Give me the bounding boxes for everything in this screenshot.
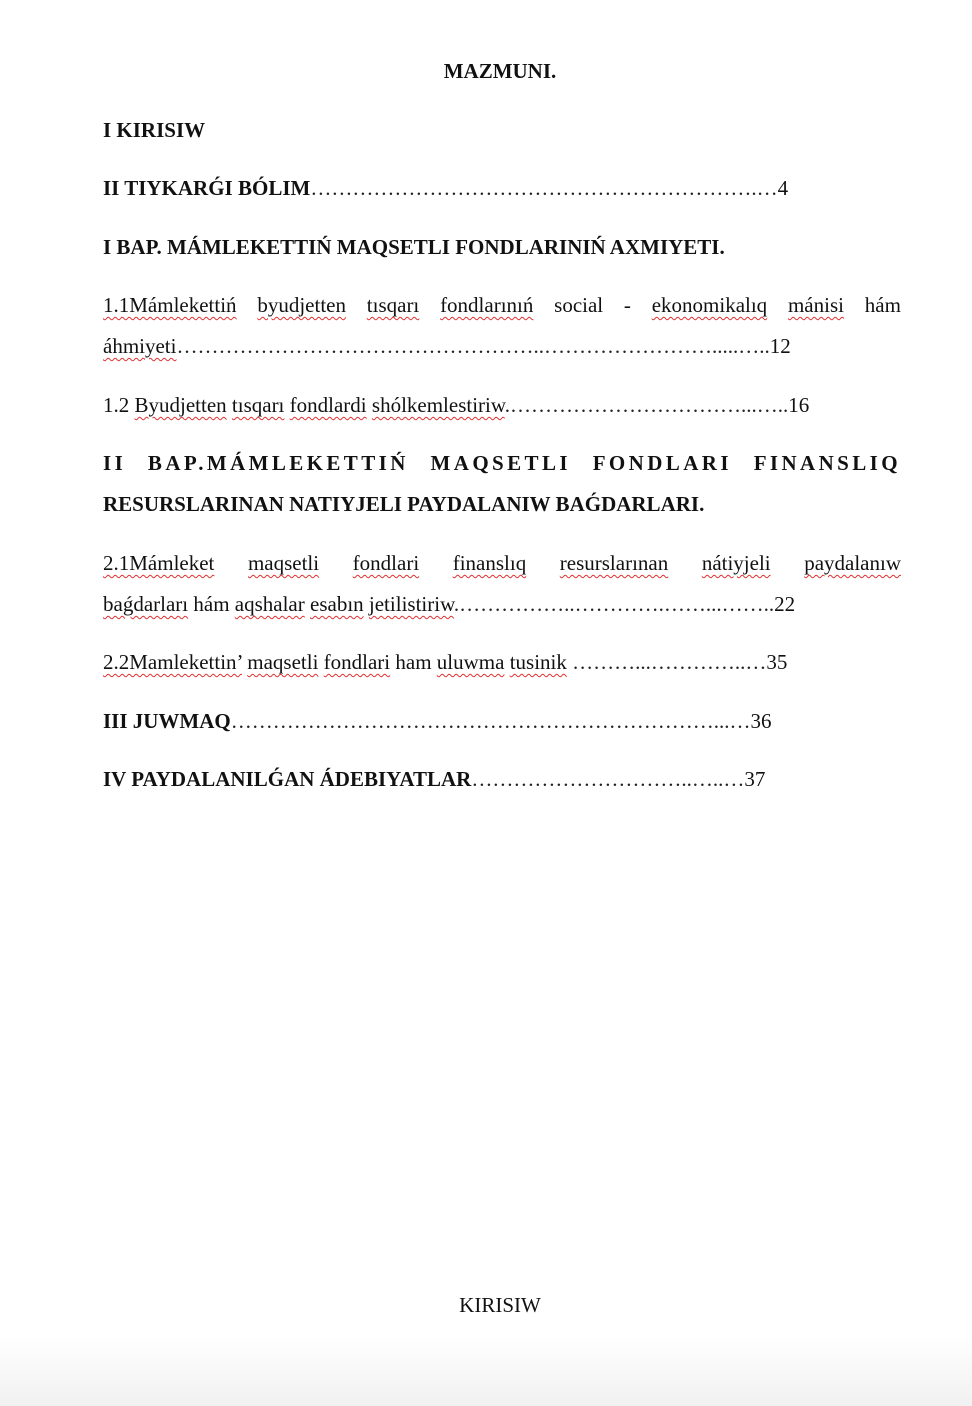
toc-leader-dots: .……………………………...….. [504, 393, 789, 417]
toc-entry-2-1-line1 [103, 543, 901, 584]
toc-word: hám [864, 293, 901, 317]
toc-page-number: 37 [744, 767, 766, 791]
toc-entry-1-1-line2 [103, 326, 901, 367]
toc-word: maqsetli [247, 650, 319, 674]
toc-word: BAP.MÁMLEKETTIŃ [147, 451, 409, 475]
toc-leader-dots: ………...…………..… [566, 650, 767, 674]
toc-word: MAQSETLI [430, 451, 571, 475]
toc-leader-dots: .……………..………….……...…….. [453, 592, 775, 616]
toc-word: FINANSLIQ [753, 451, 901, 475]
toc-word: jetilistiriw [368, 592, 454, 616]
toc-title: MAZMUNI. [443, 59, 557, 83]
next-section-heading: KIRISIW [459, 1293, 541, 1317]
toc-page-number: 4 [777, 176, 789, 200]
toc-word: áhmiyeti [103, 334, 177, 358]
toc-entry-intro: I KIRISIW [103, 118, 206, 142]
toc-word: baǵdarları [103, 592, 189, 616]
toc-word: byudjetten [257, 293, 346, 317]
toc-word: shólkemlestiriw [371, 393, 505, 417]
toc-word: ekonomikalıq [651, 293, 768, 317]
toc-page-number: 36 [750, 709, 772, 733]
toc-word: maqsetli [247, 551, 320, 575]
toc-word: tısqarı [366, 293, 420, 317]
toc-word: FONDLARI [592, 451, 732, 475]
toc-word: 2.1Mámleket [103, 551, 215, 575]
toc-entry-1-1-line1 [103, 285, 901, 326]
toc-entry-number: 1.2 [103, 393, 130, 417]
toc-word: fondlarınıń [440, 293, 534, 317]
toc-leader-dots: ……………………………………………..…………………….....….. [176, 334, 770, 358]
toc-word: social [554, 293, 604, 317]
toc-page-number: 12 [769, 334, 791, 358]
toc-page-number: 16 [788, 393, 810, 417]
toc-word: paydalanıw [804, 551, 901, 575]
toc-word: finanslıq [452, 551, 527, 575]
toc-word: 2.2Mamlekettin’ [103, 650, 242, 674]
toc-leader-dots: ……………………………………………………….… [310, 176, 778, 200]
page-bottom-shadow [0, 1336, 972, 1406]
toc-leader-dots: …………………………..…..… [471, 767, 745, 791]
toc-entry-label: IV PAYDALANILǴAN ÁDEBIYATLAR [103, 767, 472, 791]
toc-word: esabın [310, 592, 364, 616]
toc-word: mánisi [787, 293, 844, 317]
toc-word: aqshalar [234, 592, 305, 616]
toc-word: - [623, 293, 631, 317]
toc-entry-2-2 [103, 642, 901, 683]
toc-word: resurslarınan [559, 551, 669, 575]
toc-word: fondlardi [289, 393, 367, 417]
toc-entry-conclusion [103, 701, 901, 742]
toc-word: hám [193, 592, 230, 616]
toc-word: uluwma [436, 650, 505, 674]
toc-chapter-2-line2: RESURSLARINAN NATIYJELI PAYDALANIW BAǴDARLARI. [103, 492, 705, 516]
toc-chapter-1: I BAP. MÁMLEKETTIŃ MAQSETLI FONDLARINIŃ AXMIYETI. [103, 235, 725, 259]
toc-word: ham [395, 650, 432, 674]
toc-word: nátiyjeli [701, 551, 771, 575]
toc-entry-2-1-line2 [103, 584, 901, 625]
toc-entry-label: II TIYKARǴI BÓLIM [103, 176, 311, 200]
toc-word: fondlari [323, 650, 391, 674]
toc-word: Byudjetten [134, 393, 227, 417]
toc-word: tusinik [509, 650, 567, 674]
toc-leader-dots: ……………………………………………………………...… [230, 709, 751, 733]
toc-entry-1-2 [103, 385, 901, 426]
toc-word: fondlari [352, 551, 420, 575]
toc-page-number: 35 [766, 650, 788, 674]
toc-page-number: 22 [774, 592, 796, 616]
toc-entry-label: III JUWMAQ [103, 709, 231, 733]
toc-word: II [103, 451, 127, 475]
toc-entry-references [103, 759, 901, 800]
toc-entry-main-part [103, 168, 901, 209]
toc-word: 1.1Mámlekettiń [103, 293, 237, 317]
toc-word: tısqarı [231, 393, 285, 417]
toc-chapter-2-line1 [103, 443, 901, 484]
